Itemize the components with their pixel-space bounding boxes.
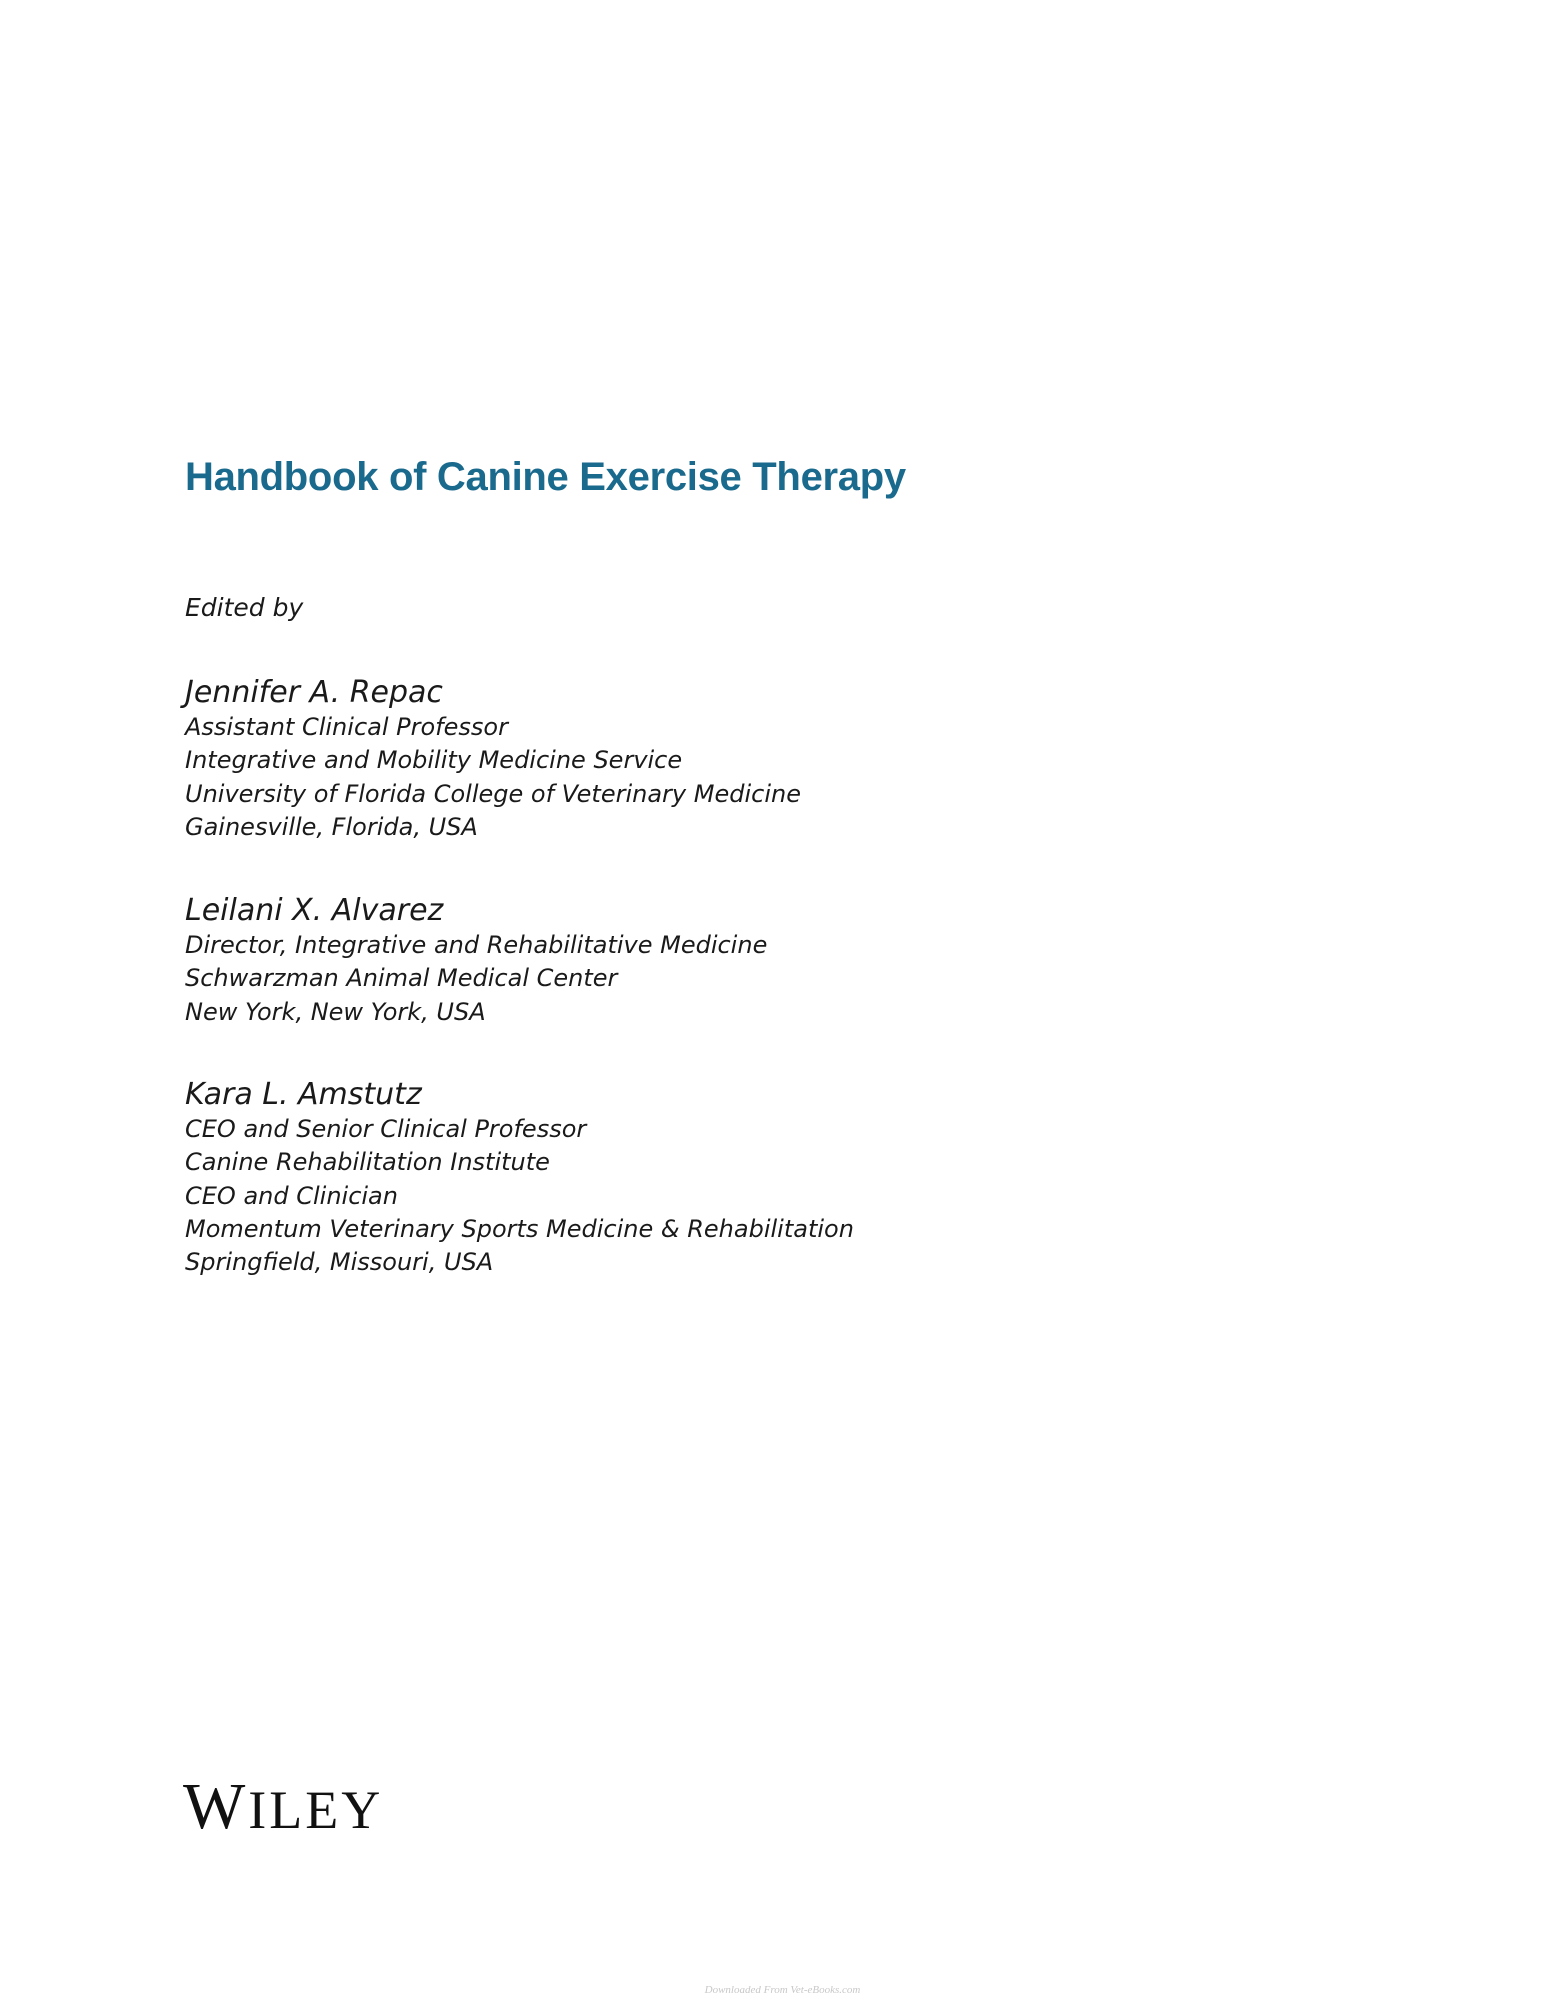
edited-by-label: Edited by [185, 593, 304, 622]
publisher-logo [183, 1772, 383, 1845]
editor-name: Kara L. Amstutz [185, 1077, 422, 1112]
editor-name: Leilani X. Alvarez [185, 893, 444, 928]
editor-affiliation: CEO and Clinician [185, 1181, 398, 1210]
editor-affiliation: Gainesville, Florida, USA [185, 812, 478, 841]
book-title: Handbook of Canine Exercise Therapy [185, 455, 906, 499]
editor-affiliation: Integrative and Mobility Medicine Service [185, 746, 683, 775]
editor-affiliation: Schwarzman Animal Medical Center [185, 964, 618, 993]
editor-affiliation: Springfield, Missouri, USA [185, 1248, 494, 1277]
editor-affiliation: Assistant Clinical Professor [185, 713, 508, 741]
editor-affiliation: New York, New York, USA [185, 997, 486, 1026]
editor-affiliation: Canine Rehabilitation Institute [185, 1148, 550, 1177]
publisher-logo-rest: ILEY [248, 1780, 384, 1840]
editor-affiliation: Director, Integrative and Rehabilitative Medicine [185, 931, 768, 959]
download-watermark: Downloaded From Vet-eBooks.com [704, 1984, 861, 1996]
editor-affiliation: CEO and Senior Clinical Professor [185, 1115, 587, 1143]
editor-block-alvarez [185, 893, 767, 1029]
editor-block-repac [185, 675, 801, 844]
editor-affiliation: Momentum Veterinary Sports Medicine & Rehabilitation [185, 1214, 854, 1243]
editor-affiliation: University of Florida College of Veterinary Medicine [185, 779, 801, 808]
publisher-logo-initial: W [183, 1770, 249, 1843]
editor-name: Jennifer A. Repac [185, 675, 443, 710]
editor-block-amstutz [185, 1077, 854, 1279]
